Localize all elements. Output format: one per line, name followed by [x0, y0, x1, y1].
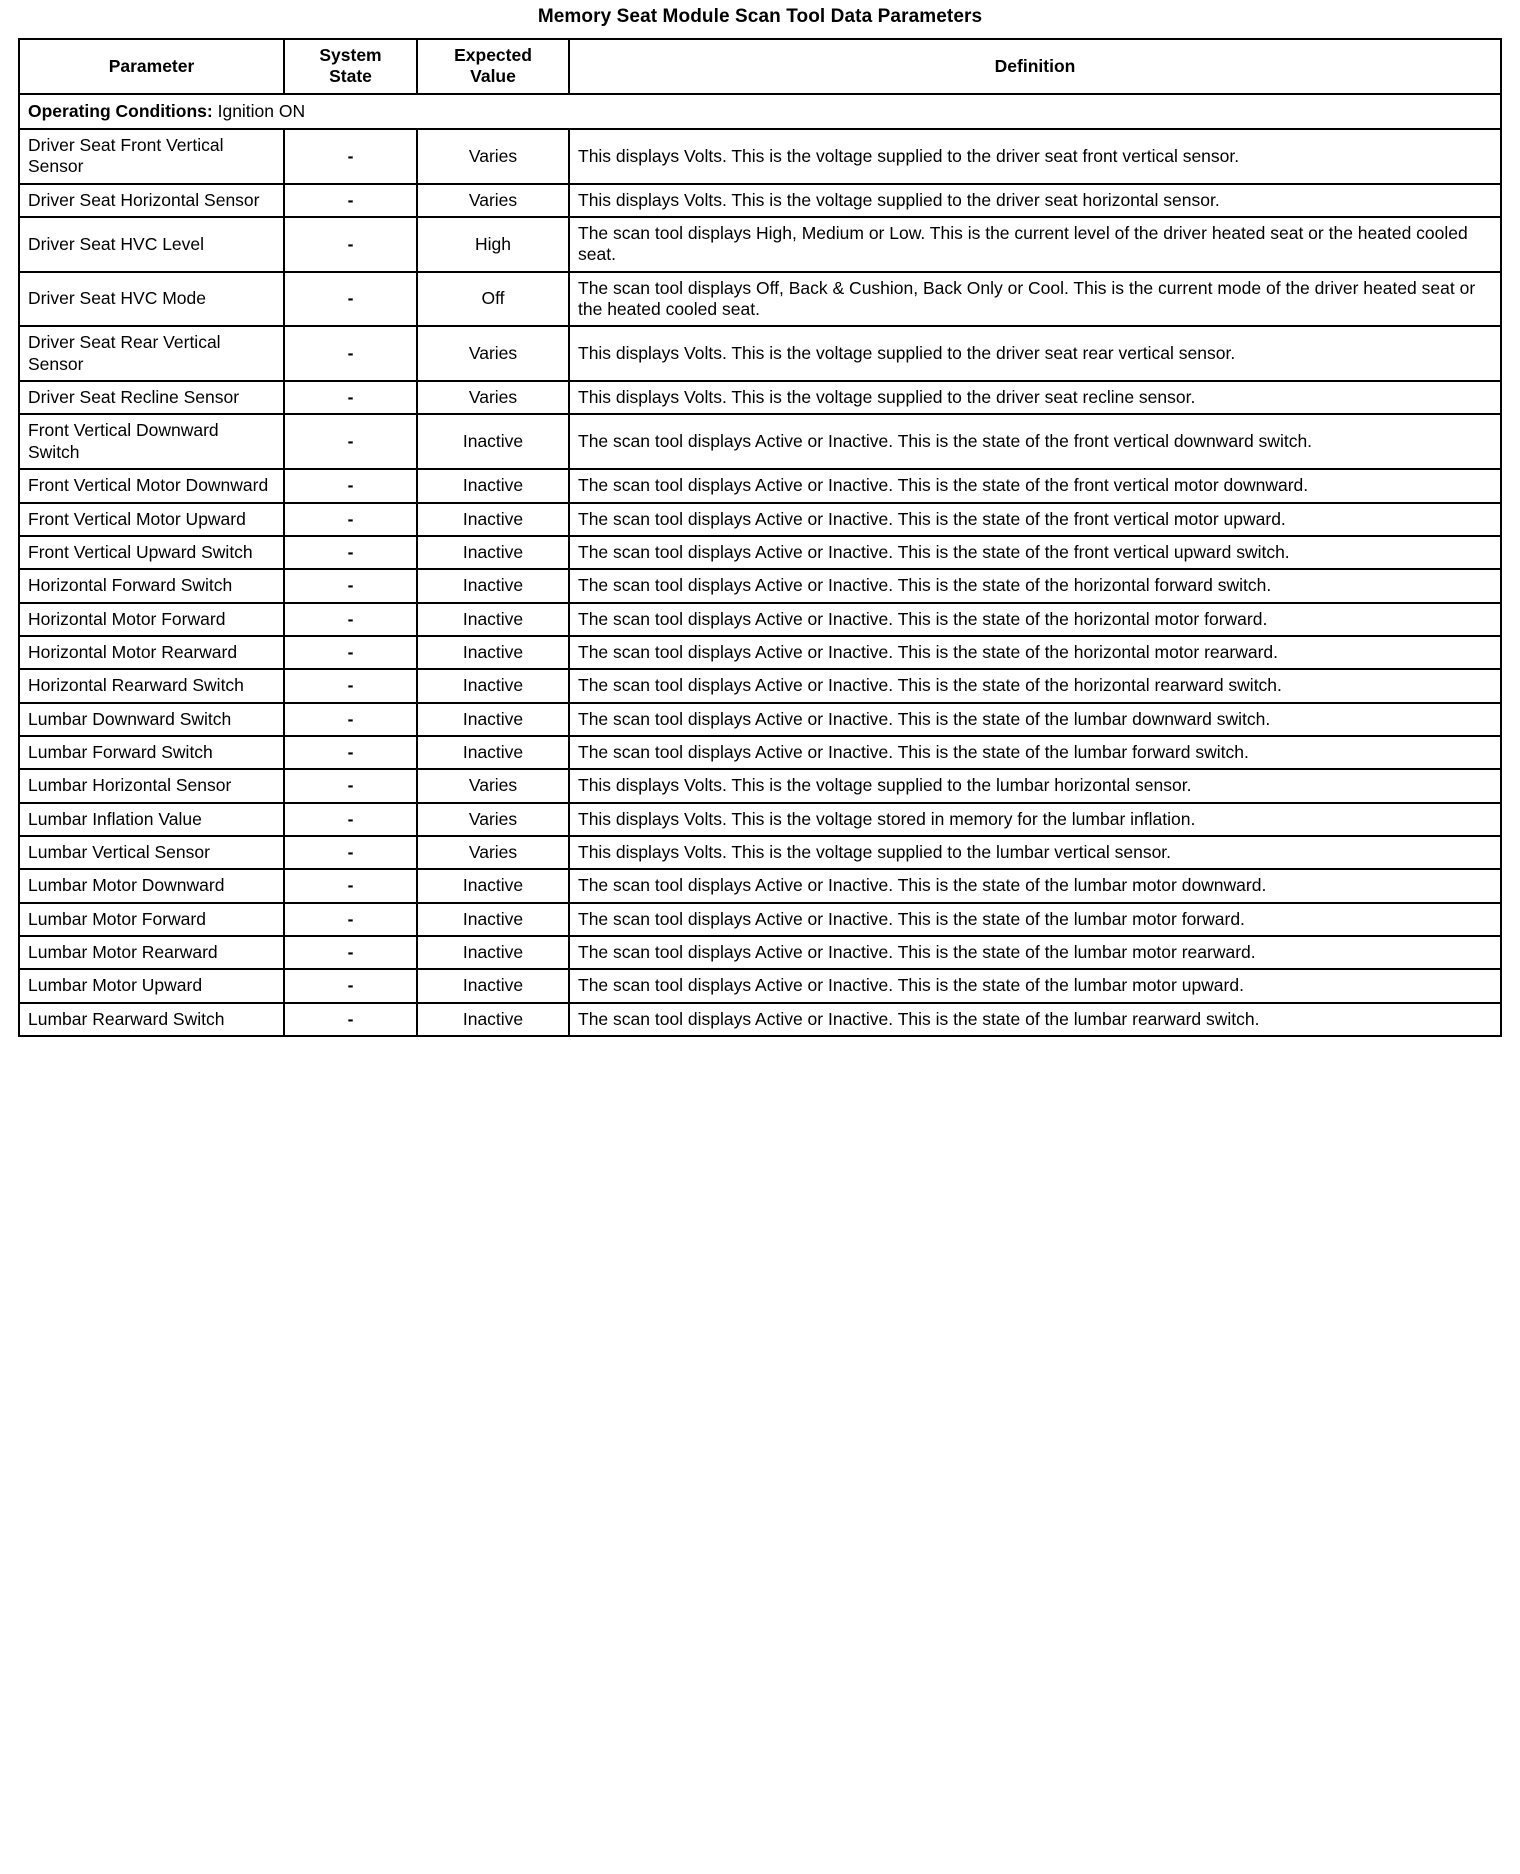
table-row: [19, 703, 1501, 736]
cell-system-state: -: [284, 129, 417, 184]
cell-system-state: -: [284, 636, 417, 669]
table-row: [19, 536, 1501, 569]
cell-system-state: -: [284, 736, 417, 769]
cell-parameter: Lumbar Motor Downward: [19, 869, 284, 902]
cell-system-state: -: [284, 603, 417, 636]
cell-definition: The scan tool displays Active or Inactive. This is the state of the horizontal rearward switch.: [569, 669, 1501, 702]
table-row: [19, 936, 1501, 969]
table-row: [19, 569, 1501, 602]
table-row: [19, 381, 1501, 414]
operating-conditions-label: Operating Conditions:: [28, 100, 213, 121]
cell-definition: The scan tool displays Active or Inactive. This is the state of the front vertical motor downward.: [569, 469, 1501, 502]
cell-system-state: -: [284, 869, 417, 902]
table-row: [19, 1003, 1501, 1036]
cell-definition: The scan tool displays Active or Inactive. This is the state of the lumbar motor rearward.: [569, 936, 1501, 969]
cell-expected-value: Varies: [417, 184, 569, 217]
operating-conditions-value: Ignition ON: [217, 100, 306, 121]
cell-definition: The scan tool displays Active or Inactive. This is the state of the lumbar rearward switch.: [569, 1003, 1501, 1036]
cell-system-state: -: [284, 1003, 417, 1036]
cell-parameter: Lumbar Forward Switch: [19, 736, 284, 769]
cell-system-state: -: [284, 381, 417, 414]
cell-definition: This displays Volts. This is the voltage stored in memory for the lumbar inflation.: [569, 803, 1501, 836]
cell-definition: The scan tool displays Active or Inactive. This is the state of the lumbar motor upward.: [569, 969, 1501, 1002]
cell-definition: This displays Volts. This is the voltage supplied to the driver seat rear vertical sensor.: [569, 326, 1501, 381]
cell-system-state: -: [284, 836, 417, 869]
cell-system-state: -: [284, 769, 417, 802]
cell-parameter: Driver Seat Front Vertical Sensor: [19, 129, 284, 184]
table-row: [19, 503, 1501, 536]
cell-parameter: Driver Seat Recline Sensor: [19, 381, 284, 414]
table-header-row: [19, 39, 1501, 94]
cell-definition: The scan tool displays Active or Inactive. This is the state of the lumbar motor forward.: [569, 903, 1501, 936]
cell-system-state: -: [284, 414, 417, 469]
cell-parameter: Lumbar Downward Switch: [19, 703, 284, 736]
cell-system-state: -: [284, 184, 417, 217]
cell-parameter: Lumbar Motor Upward: [19, 969, 284, 1002]
cell-expected-value: Inactive: [417, 1003, 569, 1036]
cell-expected-value: Varies: [417, 326, 569, 381]
cell-definition: This displays Volts. This is the voltage supplied to the driver seat front vertical sensor.: [569, 129, 1501, 184]
cell-definition: The scan tool displays High, Medium or Low. This is the current level of the driver heated seat or the heated cooled seat.: [569, 217, 1501, 272]
cell-parameter: Horizontal Motor Rearward: [19, 636, 284, 669]
cell-parameter: Front Vertical Upward Switch: [19, 536, 284, 569]
cell-parameter: Driver Seat HVC Level: [19, 217, 284, 272]
cell-system-state: -: [284, 272, 417, 327]
column-header-expected-value-line1: Expected: [454, 45, 532, 65]
table-row: [19, 869, 1501, 902]
table-row: [19, 129, 1501, 184]
cell-expected-value: High: [417, 217, 569, 272]
column-header-definition: Definition: [569, 39, 1501, 94]
cell-expected-value: Inactive: [417, 969, 569, 1002]
cell-parameter: Horizontal Forward Switch: [19, 569, 284, 602]
table-row: [19, 469, 1501, 502]
column-header-system-state-line1: System: [319, 45, 382, 65]
cell-system-state: -: [284, 903, 417, 936]
cell-expected-value: Off: [417, 272, 569, 327]
column-header-expected-value: [417, 39, 569, 94]
cell-expected-value: Inactive: [417, 669, 569, 702]
cell-definition: The scan tool displays Off, Back & Cushion, Back Only or Cool. This is the current mode of the driver heated seat or the heated cooled seat.: [569, 272, 1501, 327]
cell-expected-value: Inactive: [417, 469, 569, 502]
cell-system-state: -: [284, 669, 417, 702]
cell-system-state: -: [284, 803, 417, 836]
cell-expected-value: Inactive: [417, 569, 569, 602]
cell-definition: The scan tool displays Active or Inactive. This is the state of the front vertical motor upward.: [569, 503, 1501, 536]
cell-parameter: Lumbar Horizontal Sensor: [19, 769, 284, 802]
cell-system-state: -: [284, 703, 417, 736]
cell-expected-value: Varies: [417, 769, 569, 802]
cell-expected-value: Inactive: [417, 414, 569, 469]
cell-parameter: Front Vertical Motor Upward: [19, 503, 284, 536]
cell-parameter: Driver Seat Rear Vertical Sensor: [19, 326, 284, 381]
cell-definition: This displays Volts. This is the voltage supplied to the lumbar horizontal sensor.: [569, 769, 1501, 802]
cell-expected-value: Inactive: [417, 503, 569, 536]
cell-expected-value: Inactive: [417, 603, 569, 636]
cell-expected-value: Inactive: [417, 703, 569, 736]
cell-definition: The scan tool displays Active or Inactive. This is the state of the horizontal motor forward.: [569, 603, 1501, 636]
cell-expected-value: Varies: [417, 836, 569, 869]
cell-system-state: -: [284, 503, 417, 536]
cell-expected-value: Varies: [417, 803, 569, 836]
page-title: Memory Seat Module Scan Tool Data Parameters: [537, 6, 983, 27]
table-row: [19, 969, 1501, 1002]
table-row: [19, 736, 1501, 769]
column-header-system-state: [284, 39, 417, 94]
cell-system-state: -: [284, 326, 417, 381]
cell-parameter: Lumbar Inflation Value: [19, 803, 284, 836]
cell-parameter: Horizontal Motor Forward: [19, 603, 284, 636]
cell-parameter: Lumbar Rearward Switch: [19, 1003, 284, 1036]
cell-parameter: Driver Seat Horizontal Sensor: [19, 184, 284, 217]
cell-parameter: Front Vertical Downward Switch: [19, 414, 284, 469]
cell-system-state: -: [284, 569, 417, 602]
scan-tool-parameters-table: [18, 38, 1502, 1037]
cell-system-state: -: [284, 536, 417, 569]
table-row: [19, 803, 1501, 836]
cell-system-state: -: [284, 217, 417, 272]
cell-expected-value: Inactive: [417, 736, 569, 769]
table-row: [19, 217, 1501, 272]
cell-definition: The scan tool displays Active or Inactive. This is the state of the horizontal forward switch.: [569, 569, 1501, 602]
cell-expected-value: Inactive: [417, 636, 569, 669]
operating-conditions-row: [19, 94, 1501, 129]
cell-parameter: Front Vertical Motor Downward: [19, 469, 284, 502]
cell-system-state: -: [284, 936, 417, 969]
cell-definition: The scan tool displays Active or Inactive. This is the state of the front vertical downward switch.: [569, 414, 1501, 469]
table-row: [19, 836, 1501, 869]
cell-definition: This displays Volts. This is the voltage supplied to the lumbar vertical sensor.: [569, 836, 1501, 869]
table-row: [19, 326, 1501, 381]
cell-definition: This displays Volts. This is the voltage supplied to the driver seat recline sensor.: [569, 381, 1501, 414]
cell-definition: The scan tool displays Active or Inactive. This is the state of the horizontal motor rearward.: [569, 636, 1501, 669]
cell-expected-value: Inactive: [417, 536, 569, 569]
cell-system-state: -: [284, 969, 417, 1002]
cell-definition: The scan tool displays Active or Inactive. This is the state of the lumbar downward switch.: [569, 703, 1501, 736]
table-row: [19, 636, 1501, 669]
table-row: [19, 603, 1501, 636]
table-row: [19, 414, 1501, 469]
cell-parameter: Lumbar Vertical Sensor: [19, 836, 284, 869]
cell-definition: The scan tool displays Active or Inactive. This is the state of the front vertical upward switch.: [569, 536, 1501, 569]
cell-definition: The scan tool displays Active or Inactive. This is the state of the lumbar forward switch.: [569, 736, 1501, 769]
cell-system-state: -: [284, 469, 417, 502]
column-header-parameter: Parameter: [19, 39, 284, 94]
cell-expected-value: Inactive: [417, 903, 569, 936]
table-row: [19, 272, 1501, 327]
table-body: [19, 94, 1501, 1036]
cell-parameter: Lumbar Motor Forward: [19, 903, 284, 936]
table-row: [19, 669, 1501, 702]
cell-expected-value: Varies: [417, 381, 569, 414]
cell-expected-value: Varies: [417, 129, 569, 184]
cell-expected-value: Inactive: [417, 869, 569, 902]
cell-definition: The scan tool displays Active or Inactive. This is the state of the lumbar motor downward.: [569, 869, 1501, 902]
cell-parameter: Driver Seat HVC Mode: [19, 272, 284, 327]
column-header-system-state-line2: State: [329, 66, 372, 87]
cell-parameter: Lumbar Motor Rearward: [19, 936, 284, 969]
table-header: [19, 39, 1501, 94]
column-header-expected-value-line2: Value: [470, 66, 516, 87]
table-row: [19, 903, 1501, 936]
operating-conditions-cell: [19, 94, 1501, 129]
cell-definition: This displays Volts. This is the voltage supplied to the driver seat horizontal sensor.: [569, 184, 1501, 217]
cell-parameter: Horizontal Rearward Switch: [19, 669, 284, 702]
table-row: [19, 769, 1501, 802]
table-row: [19, 184, 1501, 217]
cell-expected-value: Inactive: [417, 936, 569, 969]
